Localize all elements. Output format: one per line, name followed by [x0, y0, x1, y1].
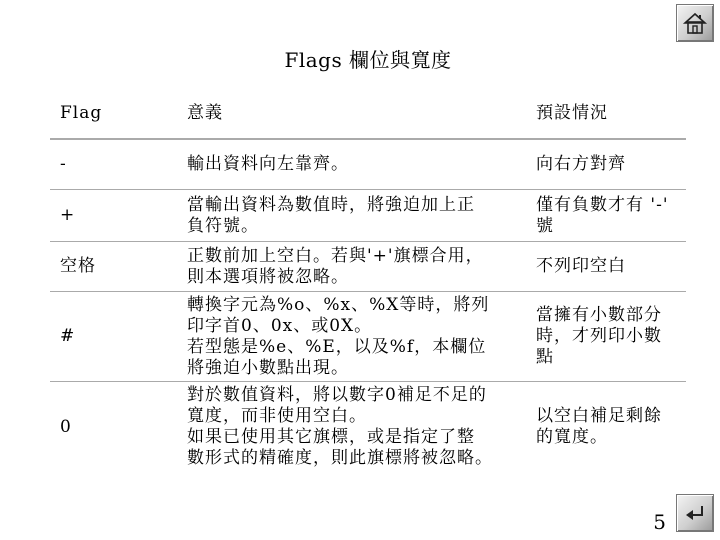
meaning-cell: 對於數值資料，將以數字0補足不足的 寬度，而非使用空白。 如果已使用其它旗標，或是指定了整 數形式的精確度，則此旗標將被忽略。: [187, 385, 493, 468]
default-cell: 向右方對齊: [536, 154, 626, 174]
back-arrow-icon: [682, 500, 708, 526]
table-row: [50, 242, 686, 292]
table-row: [50, 190, 686, 242]
table-row: [50, 140, 686, 190]
header-meaning: 意義: [187, 102, 223, 123]
default-cell: 以空白補足剩餘 的寬度。: [536, 406, 662, 447]
meaning-cell: 當輸出資料為數值時，將強迫加上正 負符號。: [187, 194, 475, 236]
header-default: 預設情況: [536, 102, 608, 123]
header-flag: Flag: [60, 102, 103, 123]
meaning-cell: 正數前加上空白。若與'+'旗標合用， 則本選項將被忽略。: [187, 245, 484, 287]
home-button[interactable]: [676, 4, 714, 42]
flag-cell: 空格: [60, 256, 96, 276]
flag-cell: -: [60, 154, 67, 174]
meaning-cell: 輸出資料向左靠齊。: [187, 154, 349, 174]
slide-title: Flags 欄位與寬度: [284, 48, 452, 72]
flags-table: [50, 88, 686, 472]
table-row: [50, 292, 686, 382]
flag-cell: 0: [60, 416, 72, 437]
flag-cell: +: [60, 205, 76, 225]
default-cell: 僅有負數才有 '-' 號: [536, 194, 669, 236]
default-cell: 不列印空白: [536, 256, 626, 276]
meaning-cell: 轉換字元為%o、%x、%X等時，將列 印字首0、0x、或0X。 若型態是%e、%E，以及%f，本欄位 將強迫小數點出現。: [187, 294, 490, 378]
table-row: [50, 382, 686, 472]
home-icon: [682, 10, 708, 36]
default-cell: 當擁有小數部分 時，才列印小數 點: [536, 305, 662, 367]
page-number: 5: [653, 510, 666, 534]
table-header-row: [50, 88, 686, 140]
flag-cell: #: [60, 326, 76, 346]
back-button[interactable]: [676, 494, 714, 532]
